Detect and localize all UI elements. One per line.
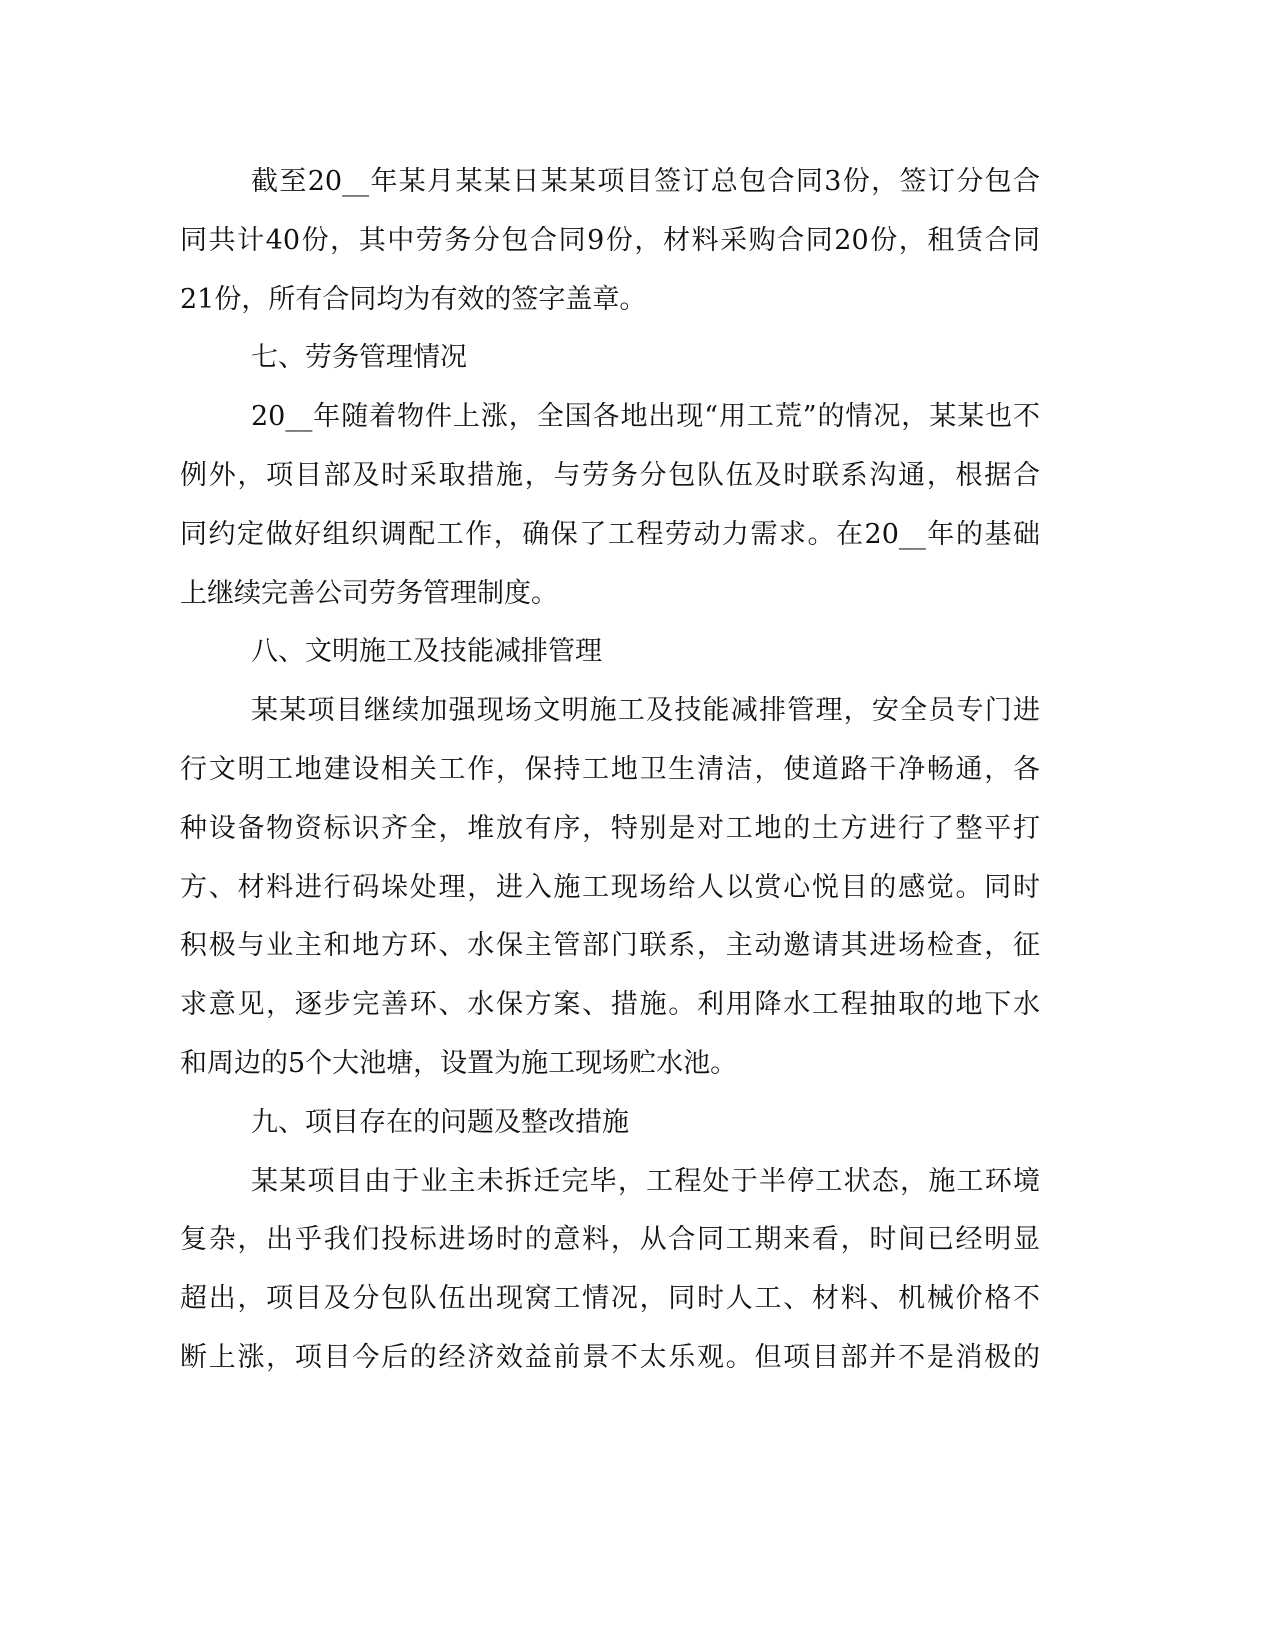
paragraph-line: 超出，项目及分包队伍出现窝工情况，同时人工、材料、机械价格不 <box>180 1283 1040 1314</box>
paragraph-line: 复杂，出乎我们投标进场时的意料，从合同工期来看，时间已经明显 <box>180 1224 1040 1255</box>
paragraph-line: 方、材料进行码垛处理，进入施工现场给人以赏心悦目的感觉。同时 <box>180 872 1040 903</box>
paragraph-line: 种设备物资标识齐全，堆放有序，特别是对工地的土方进行了整平打 <box>180 813 1040 844</box>
paragraph-line: 和周边的5个大池塘，设置为施工现场贮水池。 <box>180 1048 738 1079</box>
paragraph-line: 行文明工地建设相关工作，保持工地卫生清洁，使道路干净畅通，各 <box>180 754 1040 785</box>
paragraph-line: 某某项目继续加强现场文明施工及技能减排管理，安全员专门进 <box>251 695 1040 726</box>
paragraph-line: 例外，项目部及时采取措施，与劳务分包队伍及时联系沟通，根据合 <box>180 460 1040 491</box>
section-heading: 八、文明施工及技能减排管理 <box>251 636 602 667</box>
paragraph-line: 断上涨，项目今后的经济效益前景不太乐观。但项目部并不是消极的 <box>180 1342 1040 1373</box>
paragraph-line: 上继续完善公司劳务管理制度。 <box>180 578 558 609</box>
paragraph-line: 积极与业主和地方环、水保主管部门联系，主动邀请其进场检查，征 <box>180 930 1040 961</box>
paragraph-line: 21份，所有合同均为有效的签字盖章。 <box>180 284 647 315</box>
paragraph-line: 截至20__年某月某某日某某项目签订总包合同3份，签订分包合 <box>251 166 1040 197</box>
paragraph-line: 同约定做好组织调配工作，确保了工程劳动力需求。在20__年的基础 <box>180 519 1040 550</box>
paragraph-line: 同共计40份，其中劳务分包合同9份，材料采购合同20份，租赁合同 <box>180 225 1040 256</box>
paragraph-line: 某某项目由于业主未拆迁完毕，工程处于半停工状态，施工环境 <box>251 1166 1040 1197</box>
section-heading: 七、劳务管理情况 <box>251 342 467 373</box>
paragraph-line: 求意见，逐步完善环、水保方案、措施。利用降水工程抽取的地下水 <box>180 989 1040 1020</box>
section-heading: 九、项目存在的问题及整改措施 <box>251 1107 629 1138</box>
paragraph-line: 20__年随着物件上涨，全国各地出现“用工荒”的情况，某某也不 <box>251 401 1040 432</box>
